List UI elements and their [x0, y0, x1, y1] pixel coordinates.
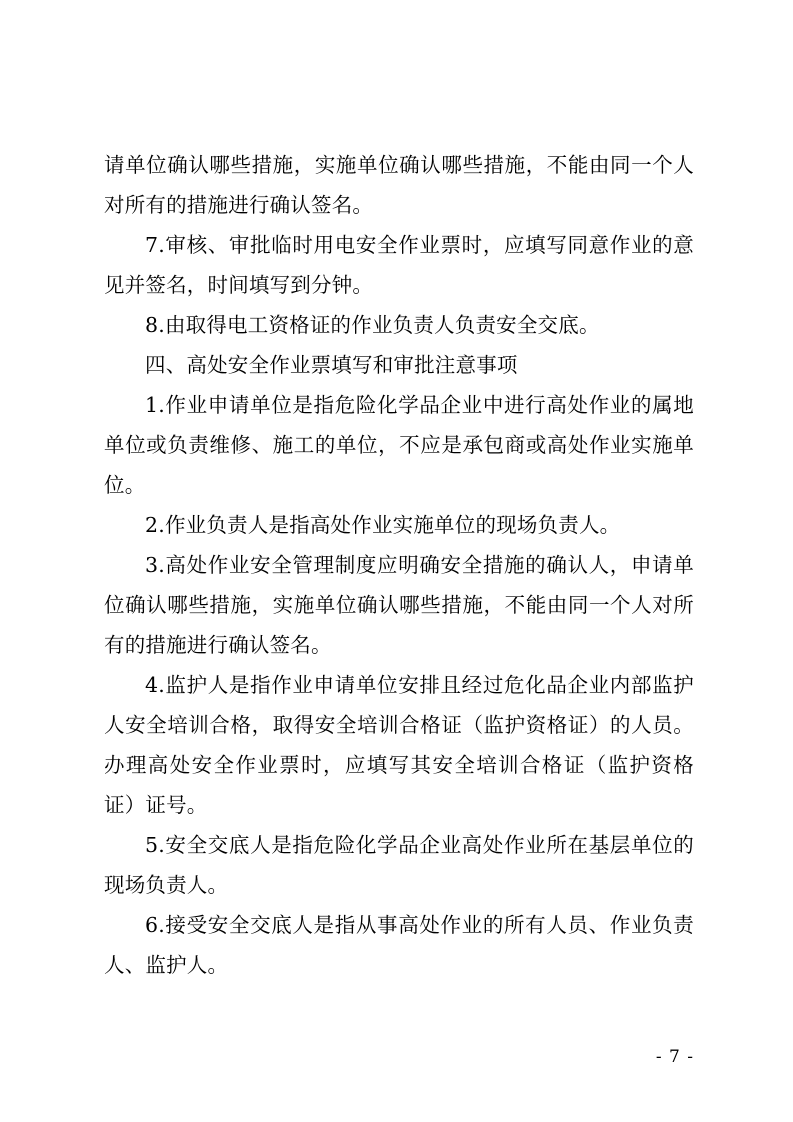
section-heading-4: 四、高处安全作业票填写和审批注意事项: [145, 353, 518, 377]
paragraph-item-2-height: 2.作业负责人是指高处作业实施单位的现场负责人。: [145, 513, 621, 537]
paragraph-item-7-electrical: 7.审核、审批临时用电安全作业票时，应填写同意作业的意见并签名，时间填写到分钟。: [104, 233, 694, 297]
body-text: [104, 145, 694, 985]
paragraph-item-6-height: 6.接受安全交底人是指从事高处作业的所有人员、作业负责人、监护人。: [104, 913, 694, 977]
paragraph-item-3-height: 3.高处作业安全管理制度应明确安全措施的确认人，申请单位确认哪些措施，实施单位确认哪些措施，不能由同一个人对所有的措施进行确认签名。: [104, 553, 694, 657]
page-number: - 7 -: [655, 1047, 694, 1067]
paragraph-item-5-height: 5.安全交底人是指危险化学品企业高处作业所在基层单位的现场负责人。: [104, 833, 694, 897]
paragraph-item-1-height: 1.作业申请单位是指危险化学品企业中进行高处作业的属地单位或负责维修、施工的单位，不应是承包商或高处作业实施单位。: [104, 393, 694, 497]
paragraph-item-4-height: 4.监护人是指作业申请单位安排且经过危化品企业内部监护人安全培训合格，取得安全培训合格证（监护资格证）的人员。办理高处安全作业票时，应填写其安全培训合格证（监护资格证）证号。: [104, 673, 694, 817]
paragraph-item-8-electrical: 8.由取得电工资格证的作业负责人负责安全交底。: [145, 313, 600, 337]
paragraph-continuation: 请单位确认哪些措施，实施单位确认哪些措施，不能由同一个人对所有的措施进行确认签名。: [104, 153, 694, 217]
